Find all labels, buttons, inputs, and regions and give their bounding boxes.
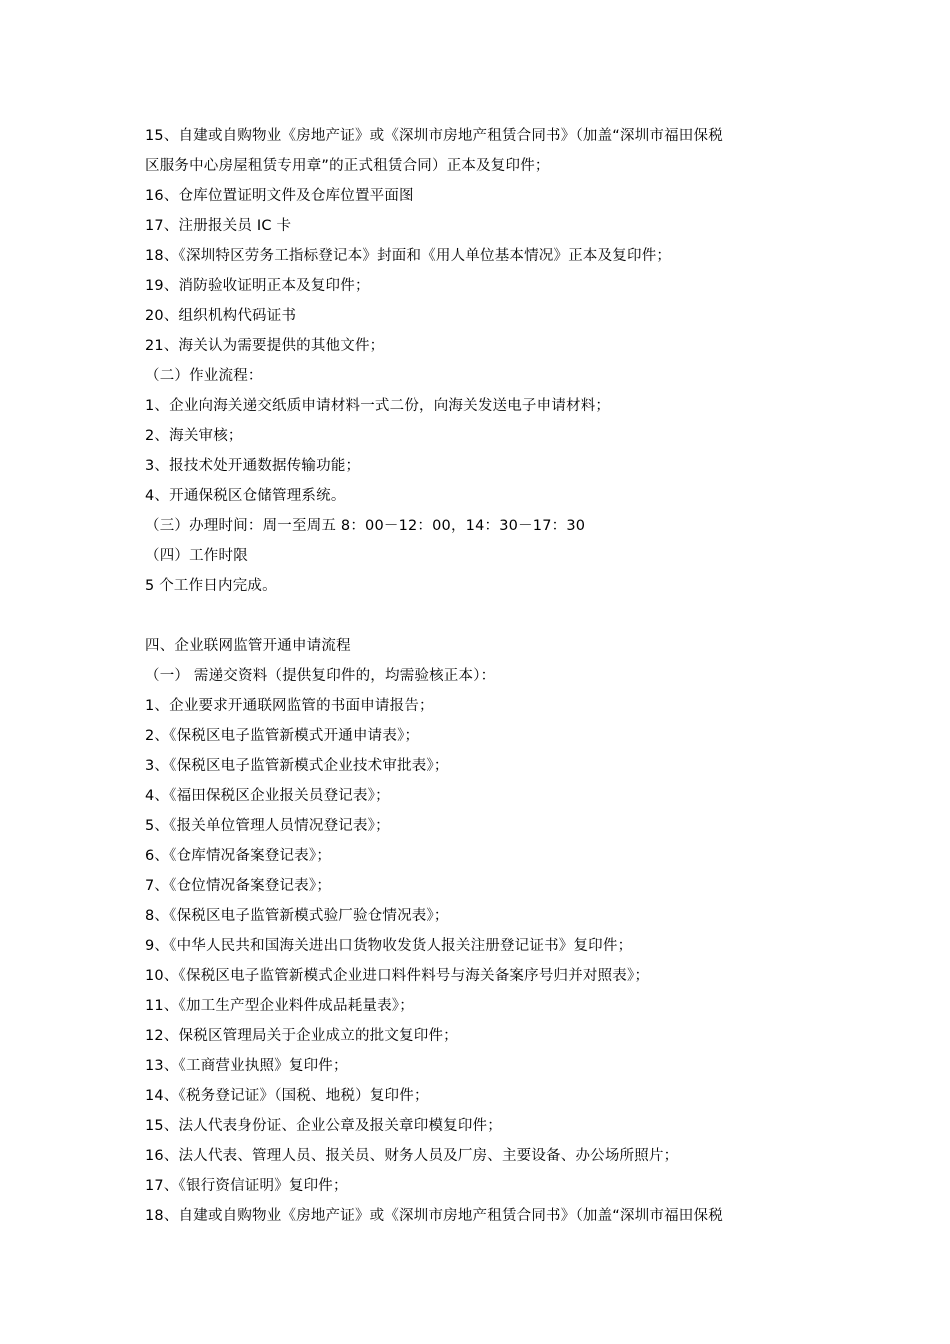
section-heading: （三）办理时间：周一至周五 8：00－12：00，14：30－17：30: [145, 518, 586, 534]
text-line: 13、《工商营业执照》复印件；: [145, 1058, 348, 1074]
text-line: 21、海关认为需要提供的其他文件；: [145, 338, 385, 354]
text-line: 区服务中心房屋租赁专用章”的正式租赁合同）正本及复印件；: [145, 158, 550, 174]
text-line: 4、《福田保税区企业报关员登记表》；: [145, 788, 390, 804]
text-line: 1、企业向海关递交纸质申请材料一式二份，向海关发送电子申请材料；: [145, 398, 611, 414]
section-heading: （一） 需递交资料（提供复印件的，均需验核正本）：: [145, 668, 496, 684]
blank-line: [145, 601, 810, 631]
text-line: 7、《仓位情况备案登记表》；: [145, 878, 332, 894]
text-line: 16、法人代表、管理人员、报关员、财务人员及厂房、主要设备、办公场所照片；: [145, 1148, 679, 1164]
text-line: 8、《保税区电子监管新模式验厂验仓情况表》；: [145, 908, 449, 924]
text-line: 5 个工作日内完成。: [145, 578, 277, 594]
section-heading: （四）工作时限: [145, 548, 248, 564]
text-line: 5、《报关单位管理人员情况登记表》；: [145, 818, 390, 834]
text-line: 16、仓库位置证明文件及仓库位置平面图: [145, 188, 414, 204]
section-heading: （二）作业流程：: [145, 368, 263, 384]
text-line: 3、《保税区电子监管新模式企业技术审批表》；: [145, 758, 449, 774]
text-line: 20、组织机构代码证书: [145, 308, 297, 324]
text-line: 12、保税区管理局关于企业成立的批文复印件；: [145, 1028, 458, 1044]
text-line: 2、《保税区电子监管新模式开通申请表》；: [145, 728, 420, 744]
text-line: 18、《深圳特区劳务工指标登记本》封面和《用人单位基本情况》正本及复印件；: [145, 248, 672, 264]
text-line: 10、《保税区电子监管新模式企业进口料件料号与海关备案序号归并对照表》；: [145, 968, 650, 984]
text-line: 18、自建或自购物业《房地产证》或《深圳市房地产租赁合同书》（加盖“深圳市福田保税: [145, 1208, 723, 1224]
text-line: 14、《税务登记证》（国税、地税）复印件；: [145, 1088, 429, 1104]
text-line: 19、消防验收证明正本及复印件；: [145, 278, 370, 294]
text-line: 11、《加工生产型企业料件成品耗量表》；: [145, 998, 414, 1014]
text-line: 1、企业要求开通联网监管的书面申请报告；: [145, 698, 434, 714]
text-line: 17、注册报关员 IC 卡: [145, 218, 292, 234]
text-line: 17、《银行资信证明》复印件；: [145, 1178, 348, 1194]
text-line: 15、法人代表身份证、企业公章及报关章印模复印件；: [145, 1118, 502, 1134]
text-line: 4、开通保税区仓储管理系统。: [145, 488, 346, 504]
text-line: 9、《中华人民共和国海关进出口货物收发货人报关注册登记证书》复印件；: [145, 938, 633, 954]
text-line: 15、自建或自购物业《房地产证》或《深圳市房地产租赁合同书》（加盖“深圳市福田保税: [145, 128, 723, 144]
document-body: [145, 121, 810, 1231]
text-line: 2、海关审核；: [145, 428, 243, 444]
text-line: 6、《仓库情况备案登记表》；: [145, 848, 332, 864]
text-line: 3、报技术处开通数据传输功能；: [145, 458, 361, 474]
chapter-heading: 四、企业联网监管开通申请流程: [145, 638, 351, 654]
